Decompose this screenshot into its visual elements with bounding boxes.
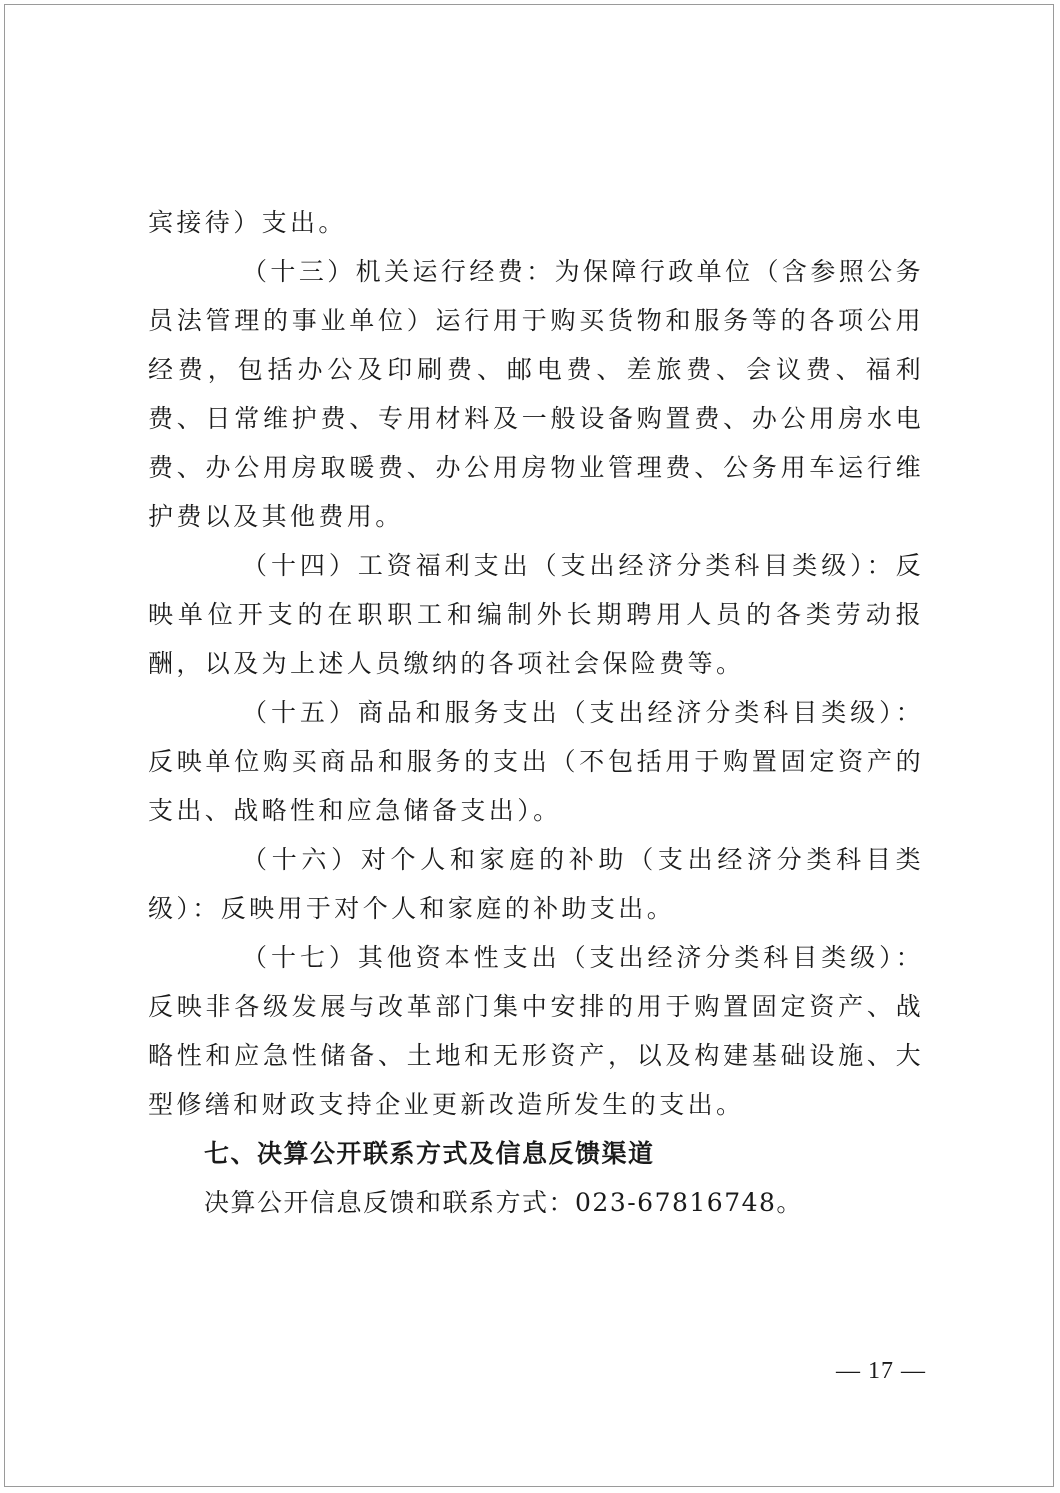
section-heading: 七、决算公开联系方式及信息反馈渠道 bbox=[204, 1139, 655, 1168]
document-body bbox=[148, 198, 924, 1227]
page-number: — 17 — bbox=[836, 1358, 926, 1384]
contact-line: 决算公开信息反馈和联系方式：023-67816748。 bbox=[204, 1188, 803, 1217]
paragraph-item-13: （十三）机关运行经费：为保障行政单位（含参照公务员法管理的事业单位）运行用于购买货物和服务等的各项公用经费，包括办公及印刷费、邮电费、差旅费、会议费、福利费、日常维护费、专用材料及一般设备购置费、办公用房水电费、办公用房取暖费、办公用房物业管理费、公务用车运行维护费以及其他费用。 bbox=[148, 257, 924, 531]
paragraph-item-16: （十六）对个人和家庭的补助（支出经济分类科目类级）：反映用于对个人和家庭的补助支出。 bbox=[148, 845, 924, 923]
paragraph-item-14: （十四）工资福利支出（支出经济分类科目类级）：反映单位开支的在职职工和编制外长期聘用人员的各类劳动报酬，以及为上述人员缴纳的各项社会保险费等。 bbox=[148, 551, 924, 678]
paragraph-continuation: 宾接待）支出。 bbox=[148, 208, 347, 237]
paragraph-item-15: （十五）商品和服务支出（支出经济分类科目类级）：反映单位购买商品和服务的支出（不包括用于购置固定资产的支出、战略性和应急储备支出）。 bbox=[148, 698, 924, 825]
paragraph-item-17: （十七）其他资本性支出（支出经济分类科目类级）：反映非各级发展与改革部门集中安排的用于购置固定资产、战略性和应急性储备、土地和无形资产，以及构建基础设施、大型修缮和财政支持企业更新改造所发生的支出。 bbox=[148, 943, 924, 1119]
